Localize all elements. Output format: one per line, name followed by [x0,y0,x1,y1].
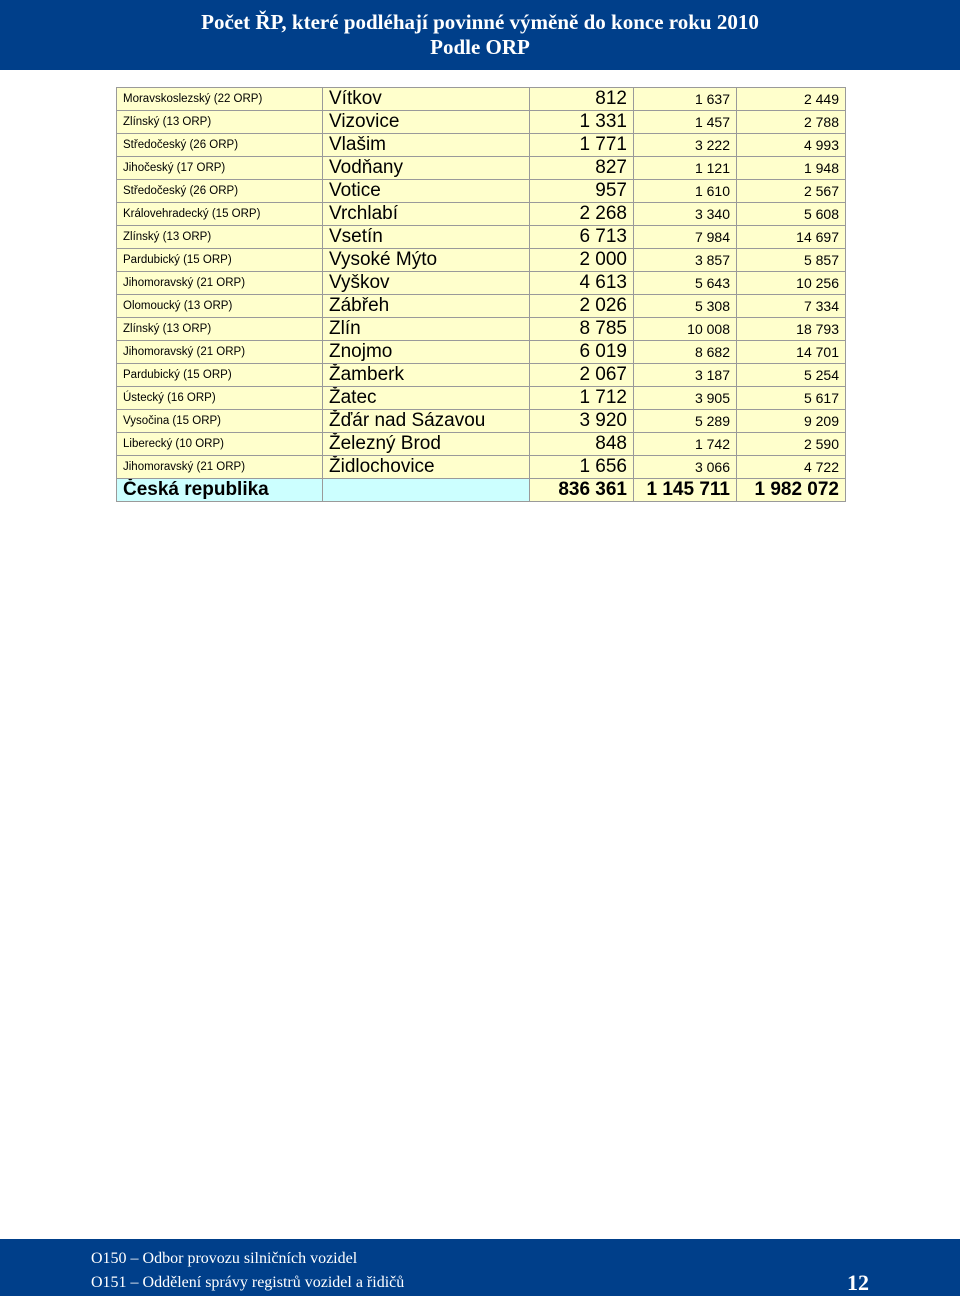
orp-cell: Železný Brod [323,433,530,456]
orp-table [116,87,846,502]
count-a-cell: 4 613 [530,272,634,295]
table-row [117,387,846,410]
table-row [117,295,846,318]
count-total-cell: 5 857 [737,249,846,272]
orp-cell: Vsetín [323,226,530,249]
table-total-row [117,479,846,502]
total-a-cell: 836 361 [530,479,634,502]
count-b-cell: 3 340 [634,203,737,226]
table-row [117,364,846,387]
region-cell: Zlínský (13 ORP) [117,226,323,249]
orp-cell: Žatec [323,387,530,410]
region-cell: Jihomoravský (21 ORP) [117,272,323,295]
table-row [117,272,846,295]
count-b-cell: 3 066 [634,456,737,479]
orp-cell: Židlochovice [323,456,530,479]
count-a-cell: 1 712 [530,387,634,410]
count-b-cell: 1 457 [634,111,737,134]
count-a-cell: 812 [530,88,634,111]
region-cell: Olomoucký (13 ORP) [117,295,323,318]
footer-department: O150 – Odbor provozu silničních vozidel [91,1250,358,1267]
count-total-cell: 4 993 [737,134,846,157]
table-row [117,341,846,364]
count-b-cell: 5 308 [634,295,737,318]
count-total-cell: 5 608 [737,203,846,226]
count-b-cell: 3 857 [634,249,737,272]
count-a-cell: 827 [530,157,634,180]
region-cell: Liberecký (10 ORP) [117,433,323,456]
count-b-cell: 8 682 [634,341,737,364]
count-a-cell: 8 785 [530,318,634,341]
count-a-cell: 957 [530,180,634,203]
region-cell: Středočeský (26 ORP) [117,134,323,157]
region-cell: Jihomoravský (21 ORP) [117,456,323,479]
table-row [117,88,846,111]
table-row [117,226,846,249]
count-total-cell: 2 449 [737,88,846,111]
orp-cell: Zábřeh [323,295,530,318]
region-cell: Moravskoslezský (22 ORP) [117,88,323,111]
count-total-cell: 14 697 [737,226,846,249]
region-cell: Pardubický (15 ORP) [117,364,323,387]
region-cell: Pardubický (15 ORP) [117,249,323,272]
count-a-cell: 2 026 [530,295,634,318]
count-total-cell: 2 567 [737,180,846,203]
count-a-cell: 1 656 [530,456,634,479]
orp-cell: Vizovice [323,111,530,134]
count-total-cell: 5 617 [737,387,846,410]
orp-cell: Votice [323,180,530,203]
table-row [117,203,846,226]
count-total-cell: 10 256 [737,272,846,295]
count-a-cell: 848 [530,433,634,456]
count-total-cell: 18 793 [737,318,846,341]
region-cell: Vysočina (15 ORP) [117,410,323,433]
table-row [117,433,846,456]
count-total-cell: 14 701 [737,341,846,364]
region-cell: Královehradecký (15 ORP) [117,203,323,226]
page-footer [0,1239,960,1296]
page-header [0,0,960,70]
page-subtitle: Podle ORP [430,35,530,59]
count-a-cell: 6 713 [530,226,634,249]
table-row [117,180,846,203]
total-sum-cell: 1 982 072 [737,479,846,502]
count-total-cell: 5 254 [737,364,846,387]
table-row [117,456,846,479]
orp-table-body [117,88,846,502]
count-a-cell: 1 331 [530,111,634,134]
table-row [117,249,846,272]
orp-cell: Zlín [323,318,530,341]
table-row [117,111,846,134]
orp-cell: Vítkov [323,88,530,111]
count-total-cell: 7 334 [737,295,846,318]
orp-cell: Znojmo [323,341,530,364]
count-total-cell: 9 209 [737,410,846,433]
count-a-cell: 3 920 [530,410,634,433]
orp-cell: Vrchlabí [323,203,530,226]
count-b-cell: 7 984 [634,226,737,249]
count-b-cell: 1 610 [634,180,737,203]
table-row [117,318,846,341]
count-a-cell: 6 019 [530,341,634,364]
count-b-cell: 3 905 [634,387,737,410]
count-a-cell: 1 771 [530,134,634,157]
count-b-cell: 10 008 [634,318,737,341]
count-a-cell: 2 067 [530,364,634,387]
count-total-cell: 1 948 [737,157,846,180]
count-b-cell: 1 742 [634,433,737,456]
region-cell: Jihomoravský (21 ORP) [117,341,323,364]
count-b-cell: 1 121 [634,157,737,180]
count-a-cell: 2 000 [530,249,634,272]
orp-cell: Vlašim [323,134,530,157]
count-b-cell: 5 289 [634,410,737,433]
page-title: Počet ŘP, které podléhají povinné výměně do konce roku 2010 [201,10,759,34]
region-cell: Zlínský (13 ORP) [117,318,323,341]
page-number: 12 [847,1270,869,1295]
total-empty-cell [323,479,530,502]
count-b-cell: 5 643 [634,272,737,295]
region-cell: Středočeský (26 ORP) [117,180,323,203]
count-total-cell: 2 788 [737,111,846,134]
count-total-cell: 4 722 [737,456,846,479]
region-cell: Jihočeský (17 ORP) [117,157,323,180]
region-cell: Zlínský (13 ORP) [117,111,323,134]
orp-cell: Vodňany [323,157,530,180]
footer-section: O151 – Oddělení správy registrů vozidel a řidičů [91,1274,405,1291]
table-row [117,157,846,180]
count-b-cell: 3 187 [634,364,737,387]
table-row [117,410,846,433]
table-row [117,134,846,157]
orp-cell: Žamberk [323,364,530,387]
count-total-cell: 2 590 [737,433,846,456]
total-label-cell: Česká republika [117,479,323,502]
total-b-cell: 1 145 711 [634,479,737,502]
count-a-cell: 2 268 [530,203,634,226]
count-b-cell: 3 222 [634,134,737,157]
orp-cell: Žďár nad Sázavou [323,410,530,433]
orp-cell: Vysoké Mýto [323,249,530,272]
orp-cell: Vyškov [323,272,530,295]
region-cell: Ústecký (16 ORP) [117,387,323,410]
count-b-cell: 1 637 [634,88,737,111]
